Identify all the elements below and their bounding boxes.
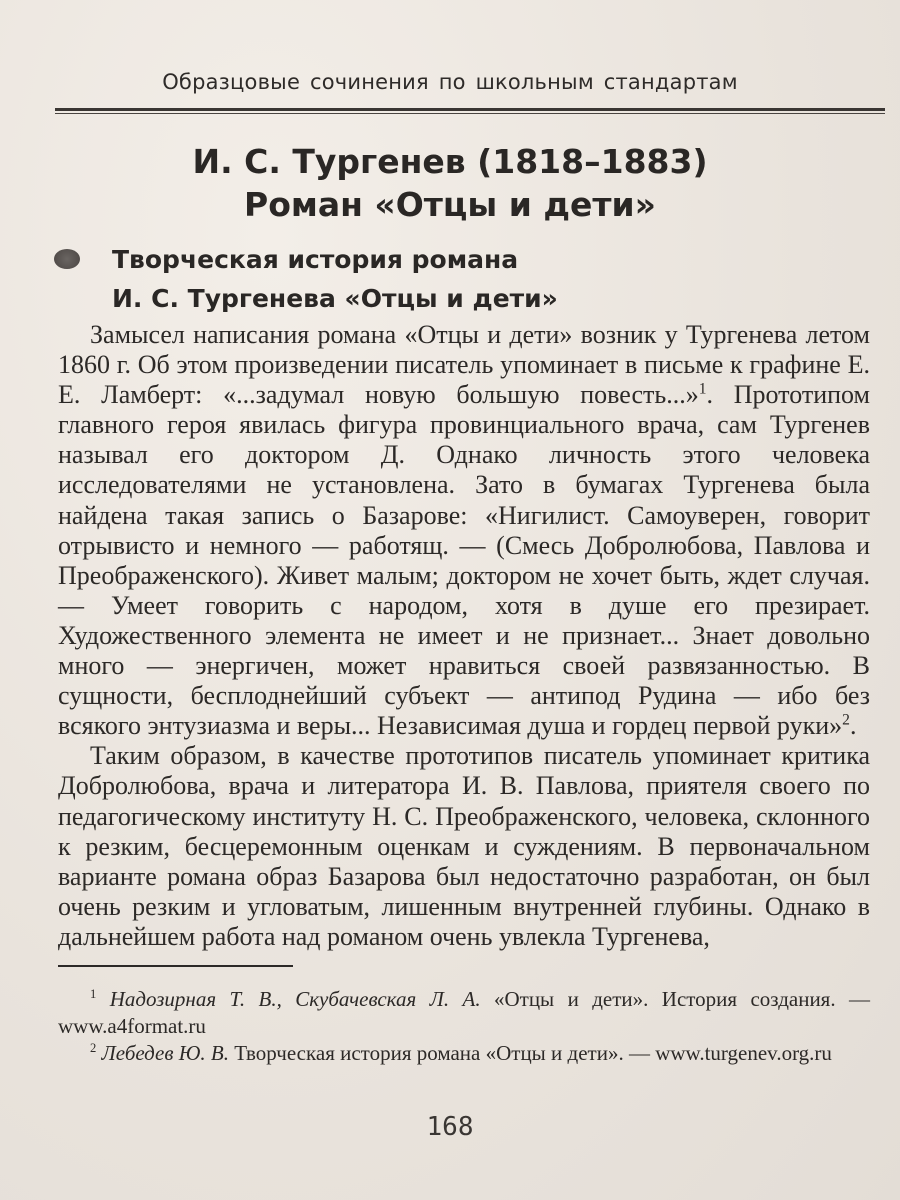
footnote-authors: Лебедев Ю. В. — [101, 1041, 229, 1065]
header-divider — [55, 108, 885, 114]
footnote-divider — [58, 965, 293, 967]
footnote-1 — [58, 986, 870, 1040]
section-heading-line2: И. С. Тургенева «Отцы и дети» — [112, 284, 558, 313]
paragraph-1-part-b: . Прототипом главного героя явилась фигура провинциального врача, сам Тургенев называл его доктором Д. Однако личность этого человека исследователями не установлена. Зато в бумагах Тургенева была найдена такая запись о Базарове: «Нигилист. Самоуверен, говорит отрывисто и немного — работящ. — (Смесь Добролюбова, Павлова и Преображенского). Живет малым; доктором не хочет быть, ждет случая. — Умеет говорить с народом, хотя в душе его презирает. Художественного элемента не имеет и не признает... Знает довольно много — энергичен, может нравиться своей развязанностью. В сущности, бесплоднейший субъект — антипод Рудина — ибо без всякого энтузиазма и веры... Независимая душа и гордец первой руки» — [58, 380, 871, 741]
chapter-title-author: И. С. Тургенев (1818–1883) — [192, 142, 708, 181]
footnote-mark: 2 — [90, 1041, 97, 1055]
chapter-title — [0, 140, 900, 226]
footnote-text: Творческая история романа «Отцы и дети». — www.turgenev.org.ru — [229, 1041, 832, 1065]
running-head: Образцовые сочинения по школьным стандартам — [162, 70, 738, 94]
section-heading-line1: Творческая история романа — [112, 245, 519, 274]
footnote-ref-1[interactable]: 1 — [698, 380, 707, 398]
paragraph-1-part-a: Замысел написания романа «Отцы и дети» возник у Тургенева летом 1860 г. Об этом произведении писатель упоминает в письме к графине Е. Е. Ламберт: «...задумал новую большую повесть...» — [58, 320, 870, 410]
body-text — [58, 320, 870, 952]
page-number: 168 — [426, 1112, 474, 1142]
chapter-title-work: Роман «Отцы и дети» — [244, 185, 656, 224]
footnotes — [58, 986, 870, 1067]
footnote-2 — [58, 1040, 870, 1067]
footnote-ref-2[interactable]: 2 — [842, 711, 850, 729]
section-heading — [52, 240, 558, 318]
footnote-mark: 1 — [90, 987, 97, 1001]
footnote-authors: Надозирная Т. В., Скубачевская Л. А. — [109, 987, 481, 1011]
footnote-text: «Отцы и дети». История создания. — www.a4format.ru — [58, 987, 870, 1038]
paragraph-2: Таким образом, в качестве прототипов писатель упоминает критика Добролюбова, врача и литератора И. В. Павлова, приятеля своего по педагогическому институту Н. С. Преображенского, человека, склонного к резким, бесцеремонным оценкам и суждениям. В первоначальном варианте романа образ Базарова был недостаточно разработан, он был очень резким и угловатым, лишенным внутренней глубины. Однако в дальнейшем работа над романом очень увлекла Тургенева, — [58, 741, 870, 951]
paragraph-1 — [58, 320, 870, 741]
paragraph-1-end: . — [849, 711, 857, 741]
